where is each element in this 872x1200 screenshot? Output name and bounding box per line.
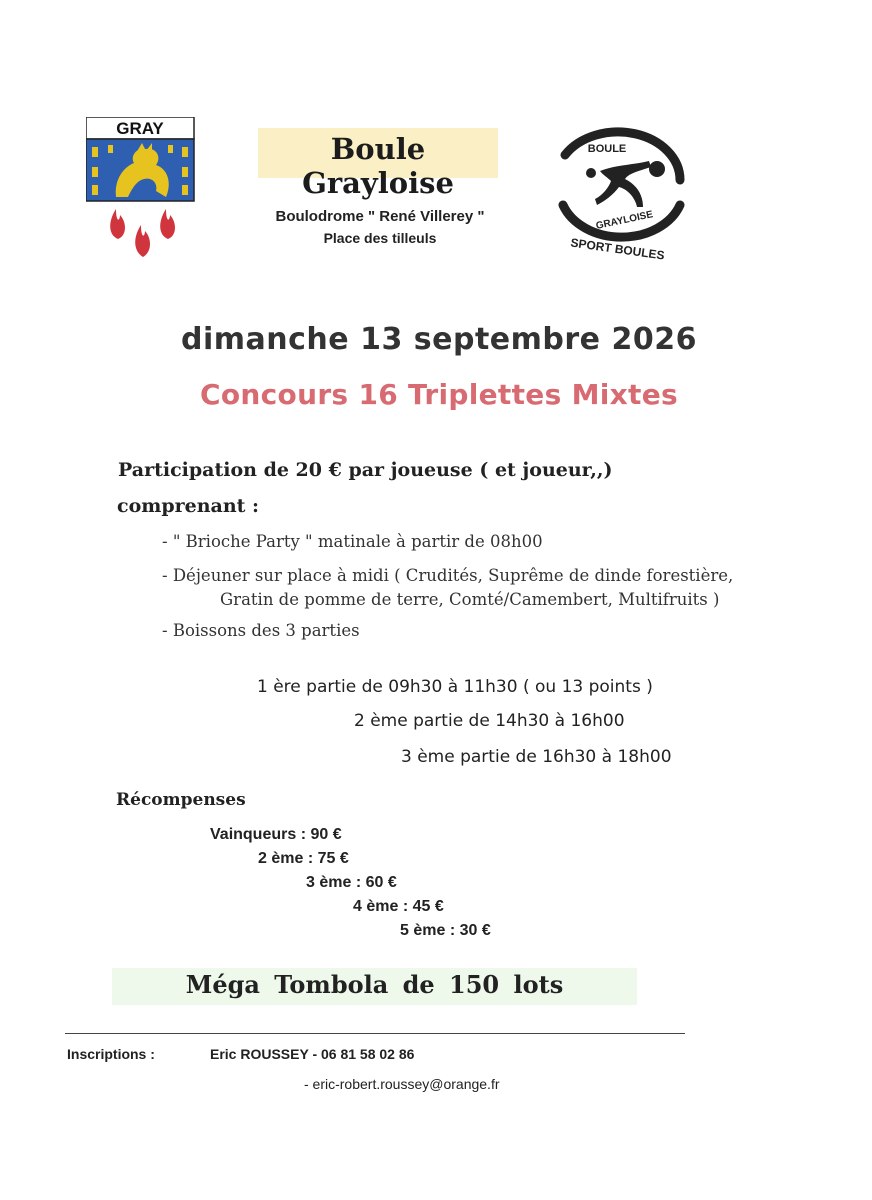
included-item-continuation: Gratin de pomme de terre, Comté/Camembert, Multifruits ) <box>220 590 720 609</box>
reward-item: 5 ème : 30 € <box>400 922 491 939</box>
event-date: dimanche 13 septembre 2026 <box>181 322 697 357</box>
event-title: Concours 16 Triplettes Mixtes <box>200 378 678 411</box>
boule-grayloise-logo <box>545 125 695 265</box>
inscriptions-contact: Eric ROUSSEY - 06 81 58 02 86 <box>210 1046 415 1062</box>
rewards-heading: Récompenses <box>116 790 246 810</box>
included-item: - " Brioche Party " matinale à partir de 08h00 <box>162 532 543 551</box>
inscriptions-label: Inscriptions : <box>67 1046 155 1062</box>
logo-bottom-text: SPORT BOULES <box>569 235 666 263</box>
schedule-round-3: 3 ème partie de 16h30 à 18h00 <box>401 747 672 767</box>
venue-name: Boulodrome " René Villerey " <box>275 208 485 225</box>
reward-item: 3 ème : 60 € <box>306 874 397 891</box>
participation-price: Participation de 20 € par joueuse ( et joueur,,) <box>118 459 613 481</box>
comprenant-label: comprenant : <box>117 495 260 517</box>
footer-divider <box>65 1033 685 1034</box>
inscriptions-email: - eric-robert.roussey@orange.fr <box>304 1076 500 1092</box>
venue-place: Place des tilleuls <box>323 230 437 246</box>
club-title: Boule Grayloise <box>302 132 454 200</box>
included-item: - Boissons des 3 parties <box>162 621 360 640</box>
reward-item: 2 ème : 75 € <box>258 850 349 867</box>
logo-top-text: BOULE <box>587 143 627 155</box>
reward-item: 4 ème : 45 € <box>353 898 444 915</box>
logo-middle-text: GRAYLOISE <box>594 209 654 232</box>
tombola-banner: Méga Tombola de 150 lots <box>185 970 564 999</box>
reward-item: Vainqueurs : 90 € <box>210 826 342 843</box>
gray-crest-logo <box>86 117 196 267</box>
crest-town-label: GRAY <box>116 119 164 138</box>
included-item: - Déjeuner sur place à midi ( Crudités, Suprême de dinde forestière, <box>162 566 734 585</box>
schedule-round-1: 1 ère partie de 09h30 à 11h30 ( ou 13 points ) <box>257 677 653 697</box>
schedule-round-2: 2 ème partie de 14h30 à 16h00 <box>354 711 625 731</box>
